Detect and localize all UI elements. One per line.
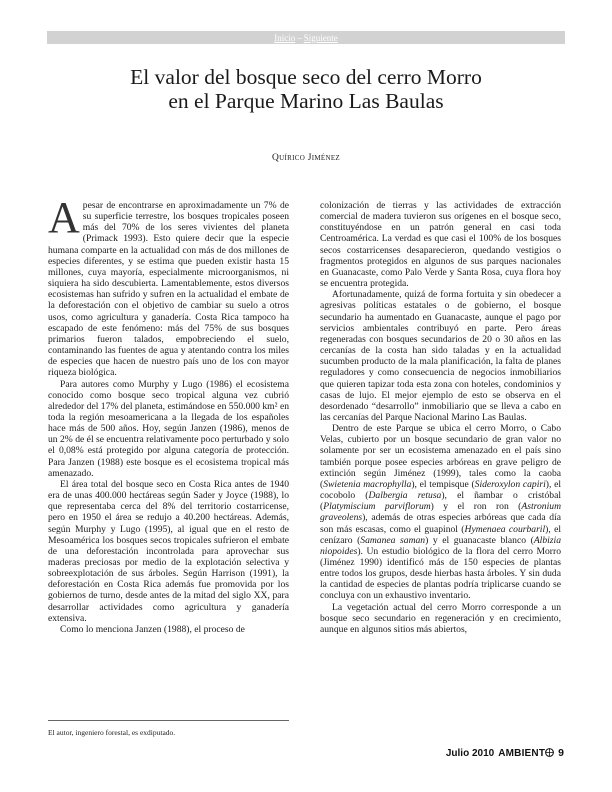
species-name: Dalbergia retusa [368, 490, 442, 502]
species-name: Samanea saman [360, 534, 426, 546]
text-run: ), el cenízaro ( [320, 523, 562, 546]
text-run: ), el cocobolo ( [320, 478, 561, 502]
paragraph-2: Para autores como Murphy y Lugo (1986) el ecosistema conocido como bosque seco tropical alguna vez cubrió alrededor del 17% del planeta, estimándose en 550.000 km² en toda la región mesoamericana a la llegada de los españoles hace más de 500 años. Hoy, según Janzen (1986), menos de un 2% de él se encuentra relativamente poco perturbado y solo el 0,08% está protegido por alguna categoría de protección. Para Janzen (1988) este bosque es el ecosistema tropical más amenazado. [48, 378, 289, 479]
globe-icon [545, 748, 554, 757]
magazine-brand [498, 748, 554, 759]
text-run: ) y el guanacaste blanco ( [425, 534, 534, 546]
article-author: Quírico Jiménez [272, 153, 340, 163]
footnote-divider [48, 720, 289, 721]
paragraph-1 [48, 193, 289, 379]
paragraph-8: La vegetación actual del cerro Morro corresponde a un bosque seco secundario en regeneración y en crecimiento, aunque en algunos sitios más abiertos, [320, 601, 561, 635]
paragraph-7 [320, 423, 561, 602]
paragraph-6: Afortunadamente, quizá de forma fortuita y sin obedecer a agresivas políticas estatales o de gobierno, el bosque secundario ha aumentado en Guanacaste, aunque el pago por servicios ambientales contribuyó en parte. Pero áreas regeneradas con bosques secundarios de 20 o 30 años en las cercanías de la costa han sido taladas y en la actualidad sucumben producto de la mala planificación, la falta de planes reguladores y como consecuencia de negocios inmobiliarios que quieren tapizar toda esta zona con hoteles, condominios y casas de lujo. El mejor ejemplo de esto se observa en el desordenado “desarrollo” inmobiliario que se lleva a cabo en las cercanías del Parque Nacional Marino Las Baulas. [320, 289, 561, 423]
right-column [320, 200, 561, 635]
species-name: Swietenia macrophylla [323, 478, 412, 490]
text-run: ), además de otras especies arbóreas que cada día son más escasas, como el guapinol ( [320, 512, 561, 535]
brand-text: AMBIENT [498, 747, 546, 759]
article-title-line-1: El valor del bosque seco del cerro Morro [130, 65, 482, 89]
navigation-bar [47, 31, 565, 44]
article-title [40, 65, 572, 113]
page-footer [446, 747, 564, 759]
text-run: ) y el ron ron ( [430, 501, 522, 513]
article-title-line-2: en el Parque Marino Las Baulas [168, 89, 444, 113]
nav-next-link[interactable]: Siguiente [303, 32, 338, 43]
species-name: Platymiscium parviflorum [323, 501, 431, 513]
text-run: ), el ñambar o cristóbal ( [320, 490, 561, 513]
text-run: ), el tempisque ( [411, 478, 475, 490]
paragraph-3: El área total del bosque seco en Costa Rica antes de 1940 era de unas 400.000 hectáreas según Sader y Joyce (1988), lo que representaba cerca del 8% del territorio costarricense, pero en 1950 el área se redujo a 40.200 hectáreas. Además, según Murphy y Lugo (1995), al igual que en el resto de Mesoamérica los bosques secos tropicales sufrieron el embate de una deforestación incontrolada para aprovechar sus maderas preciosas por medio de la explotación selectiva y sobreexplotación de sus árboles. Según Harrison (1991), la deforestación en Costa Rica además fue promovida por los gobiernos de turno, desde antes de la mitad del siglo XX, para desarrollar actividades como agricultura y ganadería extensiva. [48, 478, 289, 624]
footnote: El autor, ingeniero forestal, es exdiputado. [48, 728, 176, 737]
nav-separator: – [297, 32, 302, 43]
species-name: Sideroxylon capiri [474, 478, 546, 490]
nav-links [274, 33, 338, 43]
text-run: Dentro de este Parque se ubica el cerro Morro, o Cabo Velas, cubierto por un bosque secundario de gran valor no solamente por ser un ecosistema amenazado en el país sino también porque posee especies arbóreas en grave peligro de extinción según Jiménez (1999), tales como la caoba ( [320, 423, 561, 490]
issue-date: Julio 2010 [445, 747, 495, 759]
drop-cap: A [48, 193, 80, 242]
species-name: Albizia niopoides [320, 534, 561, 557]
left-column [48, 193, 289, 635]
nav-home-link[interactable]: Inicio [274, 32, 296, 43]
paragraph-5: colonización de tierras y las actividades de extracción comercial de madera tuvieron sus orígenes en el bosque seco, constituyéndose en un patrón general en casi toda Centroamérica. La verdad es que casi el 100% de los bosques secos costarricenses desaparecieron, quedando vestigios o fragmentos protegidos en algunos de sus parques nacionales en Guanacaste, como Palo Verde y Santa Rosa, cuya flora hoy se encuentra protegida. [320, 200, 561, 290]
page-number: 9 [558, 747, 564, 759]
paragraph-1-text: pesar de encontrarse en aproximadamente un 7% de su superficie terrestre, los bosques tropicales poseen más del 70% de los seres vivientes del planeta (Primack 1993). Esto quiere decir que la especie humana comparte en la actualidad con más de dos millones de especies diferentes, y se estima que pueden existir hasta 15 millones, cuya mayoría, especialmente microorganismos, ni siquiera ha sido descubierta. Lamentablemente, estos diversos ecosistemas han sufrido y sufren en la actualidad el embate de la deforestación con el objetivo de cambiar su suelo a otros usos, como agricultura y ganadería. Costa Rica tampoco ha escapado de este fenómeno: más del 75% de sus bosques primarios fueron talados, empobreciendo el suelo, contaminando las fuentes de agua y atentando contra los miles de especies que hacen de nuestro país uno de los con mayor riqueza biológica. [48, 200, 289, 379]
paragraph-4: Como lo menciona Janzen (1988), el proceso de [60, 623, 245, 635]
species-name: Astronium graveolens [320, 501, 561, 524]
text-run: ). Un estudio biológico de la flora del cerro Morro (Jiménez 1990) identificó más de 150 especies de plantas entre todos los grupos, desde hierbas hasta árboles. Y sin duda la cantidad de especies de plantas podría triplicarse cuando se concluya con un exhaustivo inventario. [320, 545, 561, 602]
species-name: Hymenaea courbaril [464, 523, 546, 535]
